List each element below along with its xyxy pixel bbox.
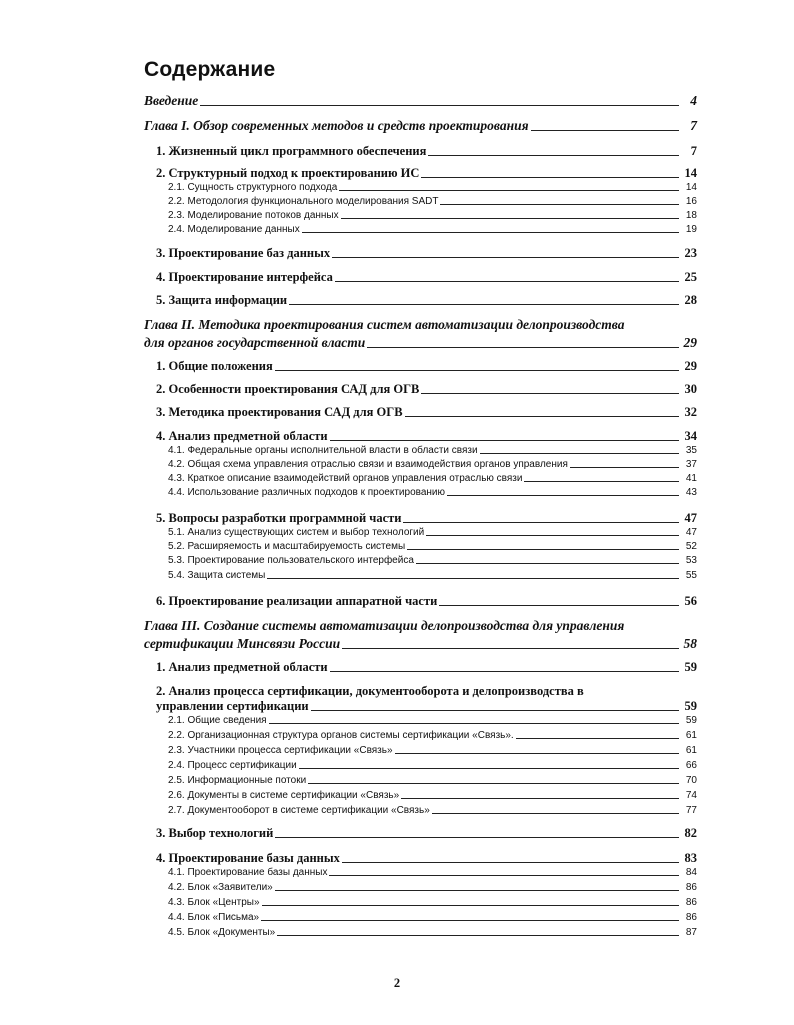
leader-line (447, 495, 679, 496)
page-number: 2 (393, 976, 401, 990)
toc-entry-page: 47 (685, 527, 697, 538)
toc-entry-text: 2. Структурный подход к проектированию ИС (156, 166, 420, 180)
toc-entry-page: 16 (685, 196, 697, 207)
leader-line (332, 257, 679, 258)
toc-entry-text: 2.5. Информационные потоки (168, 775, 307, 786)
toc-entry-page: 14 (684, 166, 697, 180)
toc-entry-chapter-3[interactable] (144, 636, 697, 652)
toc-entry-page: 53 (685, 555, 697, 566)
toc-entry-section[interactable] (156, 429, 697, 444)
toc-entry-page: 32 (684, 405, 697, 419)
leader-line (308, 783, 679, 784)
toc-entry-text: 4.4. Использование различных подходов к проектированию (168, 487, 446, 498)
toc-entry-page: 25 (684, 270, 697, 284)
toc-entry-text: управлении сертификации (156, 699, 309, 713)
toc-entry-page: 59 (684, 660, 697, 674)
toc-entry-text: 2.2. Организационная структура органов системы сертификации «Связь». (168, 730, 514, 741)
toc-entry-page: 83 (684, 851, 697, 865)
leader-line (339, 190, 679, 191)
toc-entry-text: 6. Проектирование реализации аппаратной части (156, 594, 438, 608)
toc-entry-text: 2.2. Методология функционального моделирования SADT (168, 196, 439, 207)
toc-entry-text: 4.4. Блок «Письма» (168, 912, 260, 923)
toc-entry-subsection[interactable] (168, 196, 697, 207)
leader-line (269, 723, 679, 724)
toc-entry-text: 2. Особенности проектирования САД для ОГВ (156, 382, 420, 396)
toc-entry-text: 5.2. Расширяемость и масштабируемость системы (168, 541, 406, 552)
toc-entry-text: 5. Вопросы разработки программной части (156, 511, 402, 525)
leader-line (342, 648, 679, 649)
toc-entry-page: 86 (685, 912, 697, 923)
leader-line (329, 875, 679, 876)
toc-entry-section[interactable] (156, 293, 697, 308)
leader-line (531, 130, 679, 131)
toc-entry-page: 59 (685, 715, 697, 726)
toc-entry-text: 5. Защита информации (156, 293, 288, 307)
leader-line (261, 920, 679, 921)
toc-entry-text: сертификации Минсвязи России (144, 636, 341, 651)
toc-entry-page: 61 (685, 745, 697, 756)
toc-entry-page: 61 (685, 730, 697, 741)
leader-line (200, 105, 679, 106)
leader-line (267, 578, 679, 579)
toc-entry-text: 2.3. Участники процесса сертификации «Связь» (168, 745, 393, 756)
toc-entry-subsection[interactable] (168, 473, 697, 484)
leader-line (289, 304, 679, 305)
toc-entry-subsection[interactable] (168, 210, 697, 221)
toc-entry-subsection[interactable] (168, 182, 697, 193)
toc-entry-page: 87 (685, 927, 697, 938)
toc-entry-page: 19 (685, 224, 697, 235)
toc-entry-subsection[interactable] (168, 224, 697, 235)
toc-entry-section[interactable] (156, 270, 697, 285)
toc-entry-text: 4.1. Проектирование базы данных (168, 867, 328, 878)
toc-entry-page: 34 (684, 429, 697, 443)
toc-entry-text: 1. Общие положения (156, 359, 273, 373)
toc-entry-text: 4.2. Блок «Заявители» (168, 882, 273, 893)
toc-entry-text: 4. Проектирование интерфейса (156, 270, 333, 284)
toc-entry-subsection[interactable] (168, 912, 697, 923)
leader-line (395, 753, 679, 754)
toc-entry-text: Введение (144, 93, 199, 108)
toc-entry-page: 56 (684, 594, 697, 608)
toc-entry-subsection[interactable] (168, 897, 697, 908)
toc-entry-page: 70 (685, 775, 697, 786)
leader-line (421, 177, 679, 178)
toc-entry-page: 84 (685, 867, 697, 878)
toc-entry-page: 7 (690, 118, 697, 133)
toc-entry-page: 41 (685, 473, 697, 484)
leader-line (302, 232, 679, 233)
toc-entry-page: 77 (685, 805, 697, 816)
leader-line (330, 671, 679, 672)
toc-entry-text: 2.3. Моделирование потоков данных (168, 210, 339, 221)
toc-entry-subsection[interactable] (168, 445, 697, 456)
toc-entry-section[interactable] (156, 166, 697, 181)
toc-entry-section[interactable] (156, 405, 697, 420)
leader-line (439, 605, 679, 606)
leader-line (335, 281, 679, 282)
leader-line (262, 905, 679, 906)
toc-entry-page: 47 (684, 511, 697, 525)
toc-entry-text: 4. Анализ предметной области (156, 429, 328, 443)
toc-entry-text: 2.1. Общие сведения (168, 715, 267, 726)
leader-line (407, 549, 679, 550)
toc-entry-page: 30 (684, 382, 697, 396)
toc-entry-subsection[interactable] (168, 555, 697, 566)
toc-entry-subsection[interactable] (168, 730, 697, 741)
toc-entry-page: 74 (685, 790, 697, 801)
toc-entry-page: 82 (684, 826, 697, 840)
toc-entry-text: 5.3. Проектирование пользовательского интерфейса (168, 555, 414, 566)
toc-entry-text: 1. Анализ предметной области (156, 660, 328, 674)
toc-entry-section[interactable] (156, 851, 697, 866)
toc-entry-text: 1. Жизненный цикл программного обеспечения (156, 144, 427, 158)
toc-entry-subsection[interactable] (168, 715, 697, 726)
toc-entry-page: 14 (685, 182, 697, 193)
leader-line (516, 738, 679, 739)
toc-entry-text: 4.3. Блок «Центры» (168, 897, 260, 908)
toc-entry-page: 66 (685, 760, 697, 771)
toc-entry-text: 4.5. Блок «Документы» (168, 927, 276, 938)
toc-chapter-2-line1: Глава II. Методика проектирования систем автоматизации делопроизводства (144, 317, 625, 332)
toc-title: Содержание (144, 58, 276, 81)
toc-entry-page: 86 (685, 897, 697, 908)
leader-line (275, 837, 679, 838)
toc-entry-text: 3. Проектирование баз данных (156, 246, 331, 260)
toc-entry-text: 4.1. Федеральные органы исполнительной власти в области связи (168, 445, 478, 456)
toc-entry-intro[interactable] (144, 93, 697, 109)
toc-entry-page: 7 (690, 144, 697, 158)
toc-entry-subsection[interactable] (168, 745, 697, 756)
leader-line (570, 467, 679, 468)
toc-entry-text: 5.4. Защита системы (168, 570, 266, 581)
toc-entry-text: 5.1. Анализ существующих систем и выбор технологий (168, 527, 425, 538)
toc-entry-subsection[interactable] (168, 527, 697, 538)
leader-line (275, 890, 679, 891)
toc-entry-text: 2.6. Документы в системе сертификации «Связь» (168, 790, 400, 801)
leader-line (341, 218, 679, 219)
toc-entry-subsection[interactable] (168, 790, 697, 801)
toc-entry-text: 4. Проектирование базы данных (156, 851, 340, 865)
toc-entry-subsection[interactable] (168, 927, 697, 938)
toc-entry-subsection[interactable] (168, 487, 697, 498)
toc-entry-section[interactable] (156, 382, 697, 397)
leader-line (421, 393, 679, 394)
toc-entry-subsection[interactable] (168, 805, 697, 816)
toc-entry-section[interactable] (156, 246, 697, 261)
toc-entry-page: 52 (685, 541, 697, 552)
leader-line (330, 440, 679, 441)
toc-entry-subsection[interactable] (168, 459, 697, 470)
toc-entry-page: 28 (684, 293, 697, 307)
toc-entry-subsection[interactable] (168, 882, 697, 893)
leader-line (524, 481, 679, 482)
toc-entry-text: 2.7. Документооборот в системе сертификации «Связь» (168, 805, 430, 816)
leader-line (367, 347, 679, 348)
toc-entry-section[interactable] (156, 699, 697, 714)
toc-entry-subsection[interactable] (168, 775, 697, 786)
toc-entry-page: 23 (684, 246, 697, 260)
toc-entry-page: 35 (685, 445, 697, 456)
toc-entry-page: 29 (684, 359, 697, 373)
toc-entry-text: 2.4. Моделирование данных (168, 224, 300, 235)
toc-entry-section[interactable] (156, 144, 697, 159)
toc-entry-text: 4.2. Общая схема управления отраслью связи и взаимодействия органов управления (168, 459, 568, 470)
toc-entry-page: 18 (685, 210, 697, 221)
toc-entry-page: 55 (685, 570, 697, 581)
leader-line (311, 710, 679, 711)
toc-entry-text: Глава I. Обзор современных методов и средств проектирования (144, 118, 529, 133)
toc-entry-text: 3. Выбор технологий (156, 826, 274, 840)
toc-entry-section[interactable] (156, 594, 697, 609)
toc-entry-page: 29 (683, 335, 697, 350)
toc-entry-text: 2.1. Сущность структурного подхода (168, 182, 338, 193)
leader-line (403, 522, 679, 523)
toc-entry-subsection[interactable] (168, 867, 697, 878)
toc-entry-subsection[interactable] (168, 760, 697, 771)
leader-line (405, 416, 679, 417)
leader-line (342, 862, 679, 863)
toc-entry-page: 59 (684, 699, 697, 713)
toc-entry-page: 43 (685, 487, 697, 498)
leader-line (299, 768, 679, 769)
toc-entry-text: 2.4. Процесс сертификации (168, 760, 297, 771)
toc-entry-chapter-2[interactable] (144, 335, 697, 351)
leader-line (480, 453, 679, 454)
leader-line (440, 204, 679, 205)
toc-entry-text: 4.3. Краткое описание взаимодействий органов управления отраслью связи (168, 473, 523, 484)
toc-entry-text: для органов государственной власти (144, 335, 366, 350)
leader-line (426, 535, 679, 536)
toc-entry-text: 3. Методика проектирования САД для ОГВ (156, 405, 403, 419)
toc-entry-chapter-1[interactable] (144, 118, 697, 134)
leader-line (416, 563, 679, 564)
toc-entry-section[interactable] (156, 826, 697, 841)
toc-entry-page: 86 (685, 882, 697, 893)
leader-line (277, 935, 679, 936)
toc-entry-section[interactable] (156, 511, 697, 526)
leader-line (428, 155, 679, 156)
toc-chapter-3-line1: Глава III. Создание системы автоматизации делопроизводства для управления (144, 618, 625, 633)
toc-entry-page: 58 (683, 636, 697, 651)
leader-line (432, 813, 679, 814)
toc-entry-subsection[interactable] (168, 570, 697, 581)
toc-entry-page: 37 (685, 459, 697, 470)
leader-line (275, 370, 679, 371)
toc-entry-page: 4 (690, 93, 697, 108)
toc-section-2-line1: 2. Анализ процесса сертификации, документооборота и делопроизводства в (156, 684, 584, 698)
toc-entry-section[interactable] (156, 660, 697, 675)
toc-entry-section[interactable] (156, 359, 697, 374)
toc-entry-subsection[interactable] (168, 541, 697, 552)
leader-line (401, 798, 679, 799)
